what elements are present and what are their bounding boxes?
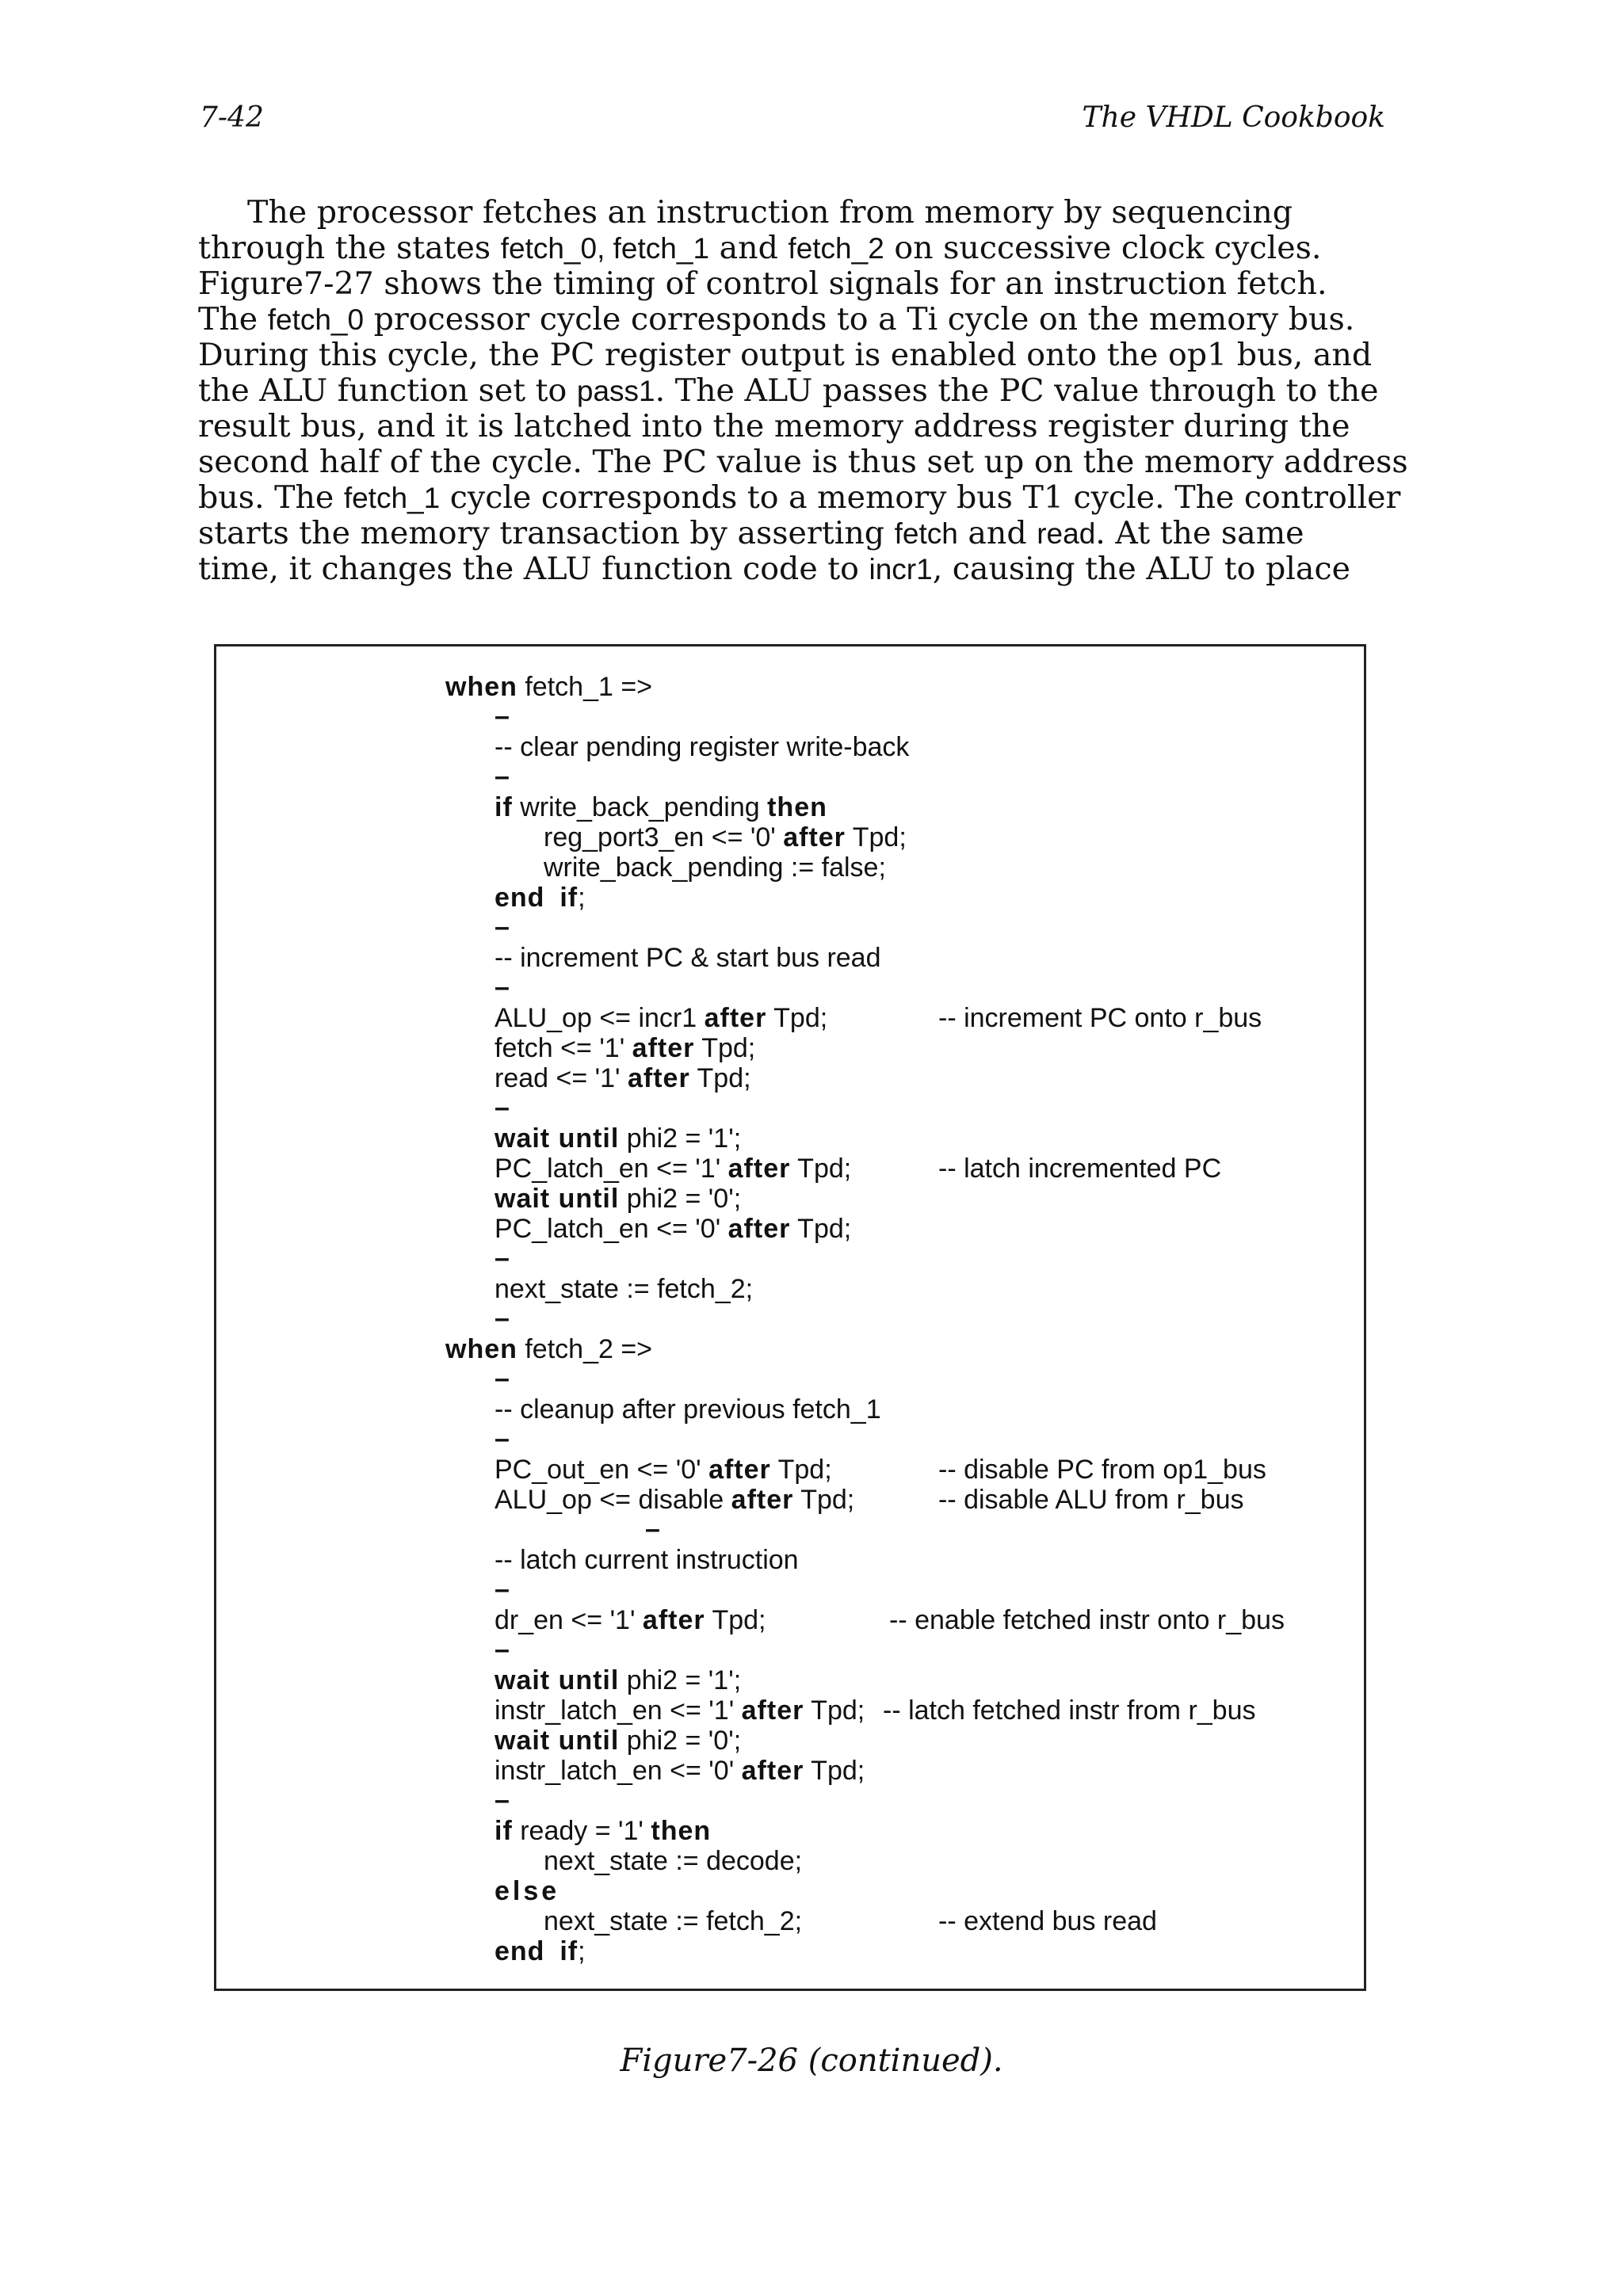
- code-dash: –: [495, 701, 510, 731]
- code-line: when fetch_1 =>: [445, 672, 653, 702]
- code-comment: -- increment PC & start bus read: [495, 943, 881, 973]
- code-line: instr_latch_en <= '1' after Tpd;: [495, 1695, 865, 1726]
- code-comment: -- latch fetched instr from r_bus: [883, 1695, 1256, 1726]
- code-line: instr_latch_en <= '0' after Tpd;: [495, 1756, 865, 1786]
- paragraph-line: The fetch_0 processor cycle corresponds to a Ti cycle on the memory bus.: [198, 301, 1355, 338]
- code-line: PC_latch_en <= '1' after Tpd;: [495, 1154, 852, 1184]
- code-comment: -- extend bus read: [938, 1906, 1157, 1936]
- code-dash: –: [495, 761, 510, 791]
- code-comment: -- clear pending register write-back: [495, 732, 910, 762]
- code-line: when fetch_2 =>: [445, 1334, 653, 1364]
- code-line: wait until phi2 = '1';: [495, 1665, 742, 1695]
- paragraph-line: through the states fetch_0, fetch_1 and fetch_2 on successive clock cycles.: [198, 230, 1322, 266]
- body-paragraph: [198, 194, 1408, 587]
- code-line: write_back_pending := false;: [544, 852, 886, 883]
- paragraph-line: bus. The fetch_1 cycle corresponds to a memory bus T1 cycle. The controller: [198, 479, 1401, 516]
- code-dash: –: [495, 1363, 510, 1394]
- code-dash: –: [495, 1303, 510, 1333]
- code-line: reg_port3_en <= '0' after Tpd;: [544, 822, 907, 852]
- code-line: next_state := fetch_2;: [544, 1906, 803, 1936]
- page-number: 7-42: [200, 101, 264, 134]
- code-comment: -- enable fetched instr onto r_bus: [889, 1605, 1285, 1635]
- code-line: end if;: [495, 1936, 586, 1966]
- paragraph-line: The processor fetches an instruction from memory by sequencing: [247, 194, 1293, 231]
- code-line: end if;: [495, 883, 586, 913]
- paragraph-line: second half of the cycle. The PC value is thus set up on the memory address: [198, 444, 1408, 480]
- code-line: wait until phi2 = '0';: [495, 1184, 742, 1214]
- code-line: ALU_op <= incr1 after Tpd;: [495, 1003, 828, 1033]
- code-line: if write_back_pending then: [495, 792, 827, 822]
- code-comment: -- increment PC onto r_bus: [938, 1003, 1262, 1033]
- code-dash: –: [495, 1243, 510, 1273]
- figure-caption: Figure7-26 (continued).: [620, 2042, 1003, 2079]
- code-line: dr_en <= '1' after Tpd;: [495, 1605, 766, 1635]
- paragraph-line: result bus, and it is latched into the memory address register during the: [198, 408, 1350, 444]
- code-line: else: [495, 1876, 560, 1906]
- code-dash: –: [495, 1634, 510, 1665]
- code-comment: -- disable ALU from r_bus: [938, 1485, 1244, 1515]
- code-line: wait until phi2 = '0';: [495, 1726, 742, 1756]
- paragraph-line: starts the memory transaction by asserting fetch and read. At the same: [198, 515, 1304, 551]
- code-dash: –: [495, 912, 510, 942]
- code-dash: –: [495, 972, 510, 1002]
- code-comment: -- latch current instruction: [495, 1545, 799, 1575]
- code-line: read <= '1' after Tpd;: [495, 1063, 751, 1093]
- paragraph-line: Figure7-27 shows the timing of control signals for an instruction fetch.: [198, 265, 1327, 302]
- paragraph-line: the ALU function set to pass1. The ALU passes the PC value through to the: [198, 372, 1379, 409]
- code-dash: –: [495, 1424, 510, 1454]
- code-line: next_state := fetch_2;: [495, 1274, 754, 1304]
- code-line: next_state := decode;: [544, 1846, 803, 1876]
- code-line: fetch <= '1' after Tpd;: [495, 1033, 756, 1063]
- code-dash: –: [495, 1574, 510, 1604]
- code-comment: -- latch incremented PC: [938, 1154, 1222, 1184]
- paragraph-line: time, it changes the ALU function code to incr1, causing the ALU to place: [198, 551, 1350, 587]
- code-line: wait until phi2 = '1';: [495, 1123, 742, 1154]
- book-title: The VHDL Cookbook: [1082, 101, 1385, 134]
- code-line: PC_latch_en <= '0' after Tpd;: [495, 1214, 852, 1244]
- paragraph-line: During this cycle, the PC register output is enabled onto the op1 bus, and: [198, 337, 1373, 373]
- code-dash: –: [645, 1514, 660, 1544]
- code-line: ALU_op <= disable after Tpd;: [495, 1485, 855, 1515]
- code-dash: –: [495, 1093, 510, 1123]
- code-dash: –: [495, 1785, 510, 1815]
- code-comment: -- disable PC from op1_bus: [938, 1455, 1266, 1485]
- code-comment: -- cleanup after previous fetch_1: [495, 1394, 881, 1425]
- code-line: PC_out_en <= '0' after Tpd;: [495, 1455, 832, 1485]
- code-line: if ready = '1' then: [495, 1816, 712, 1846]
